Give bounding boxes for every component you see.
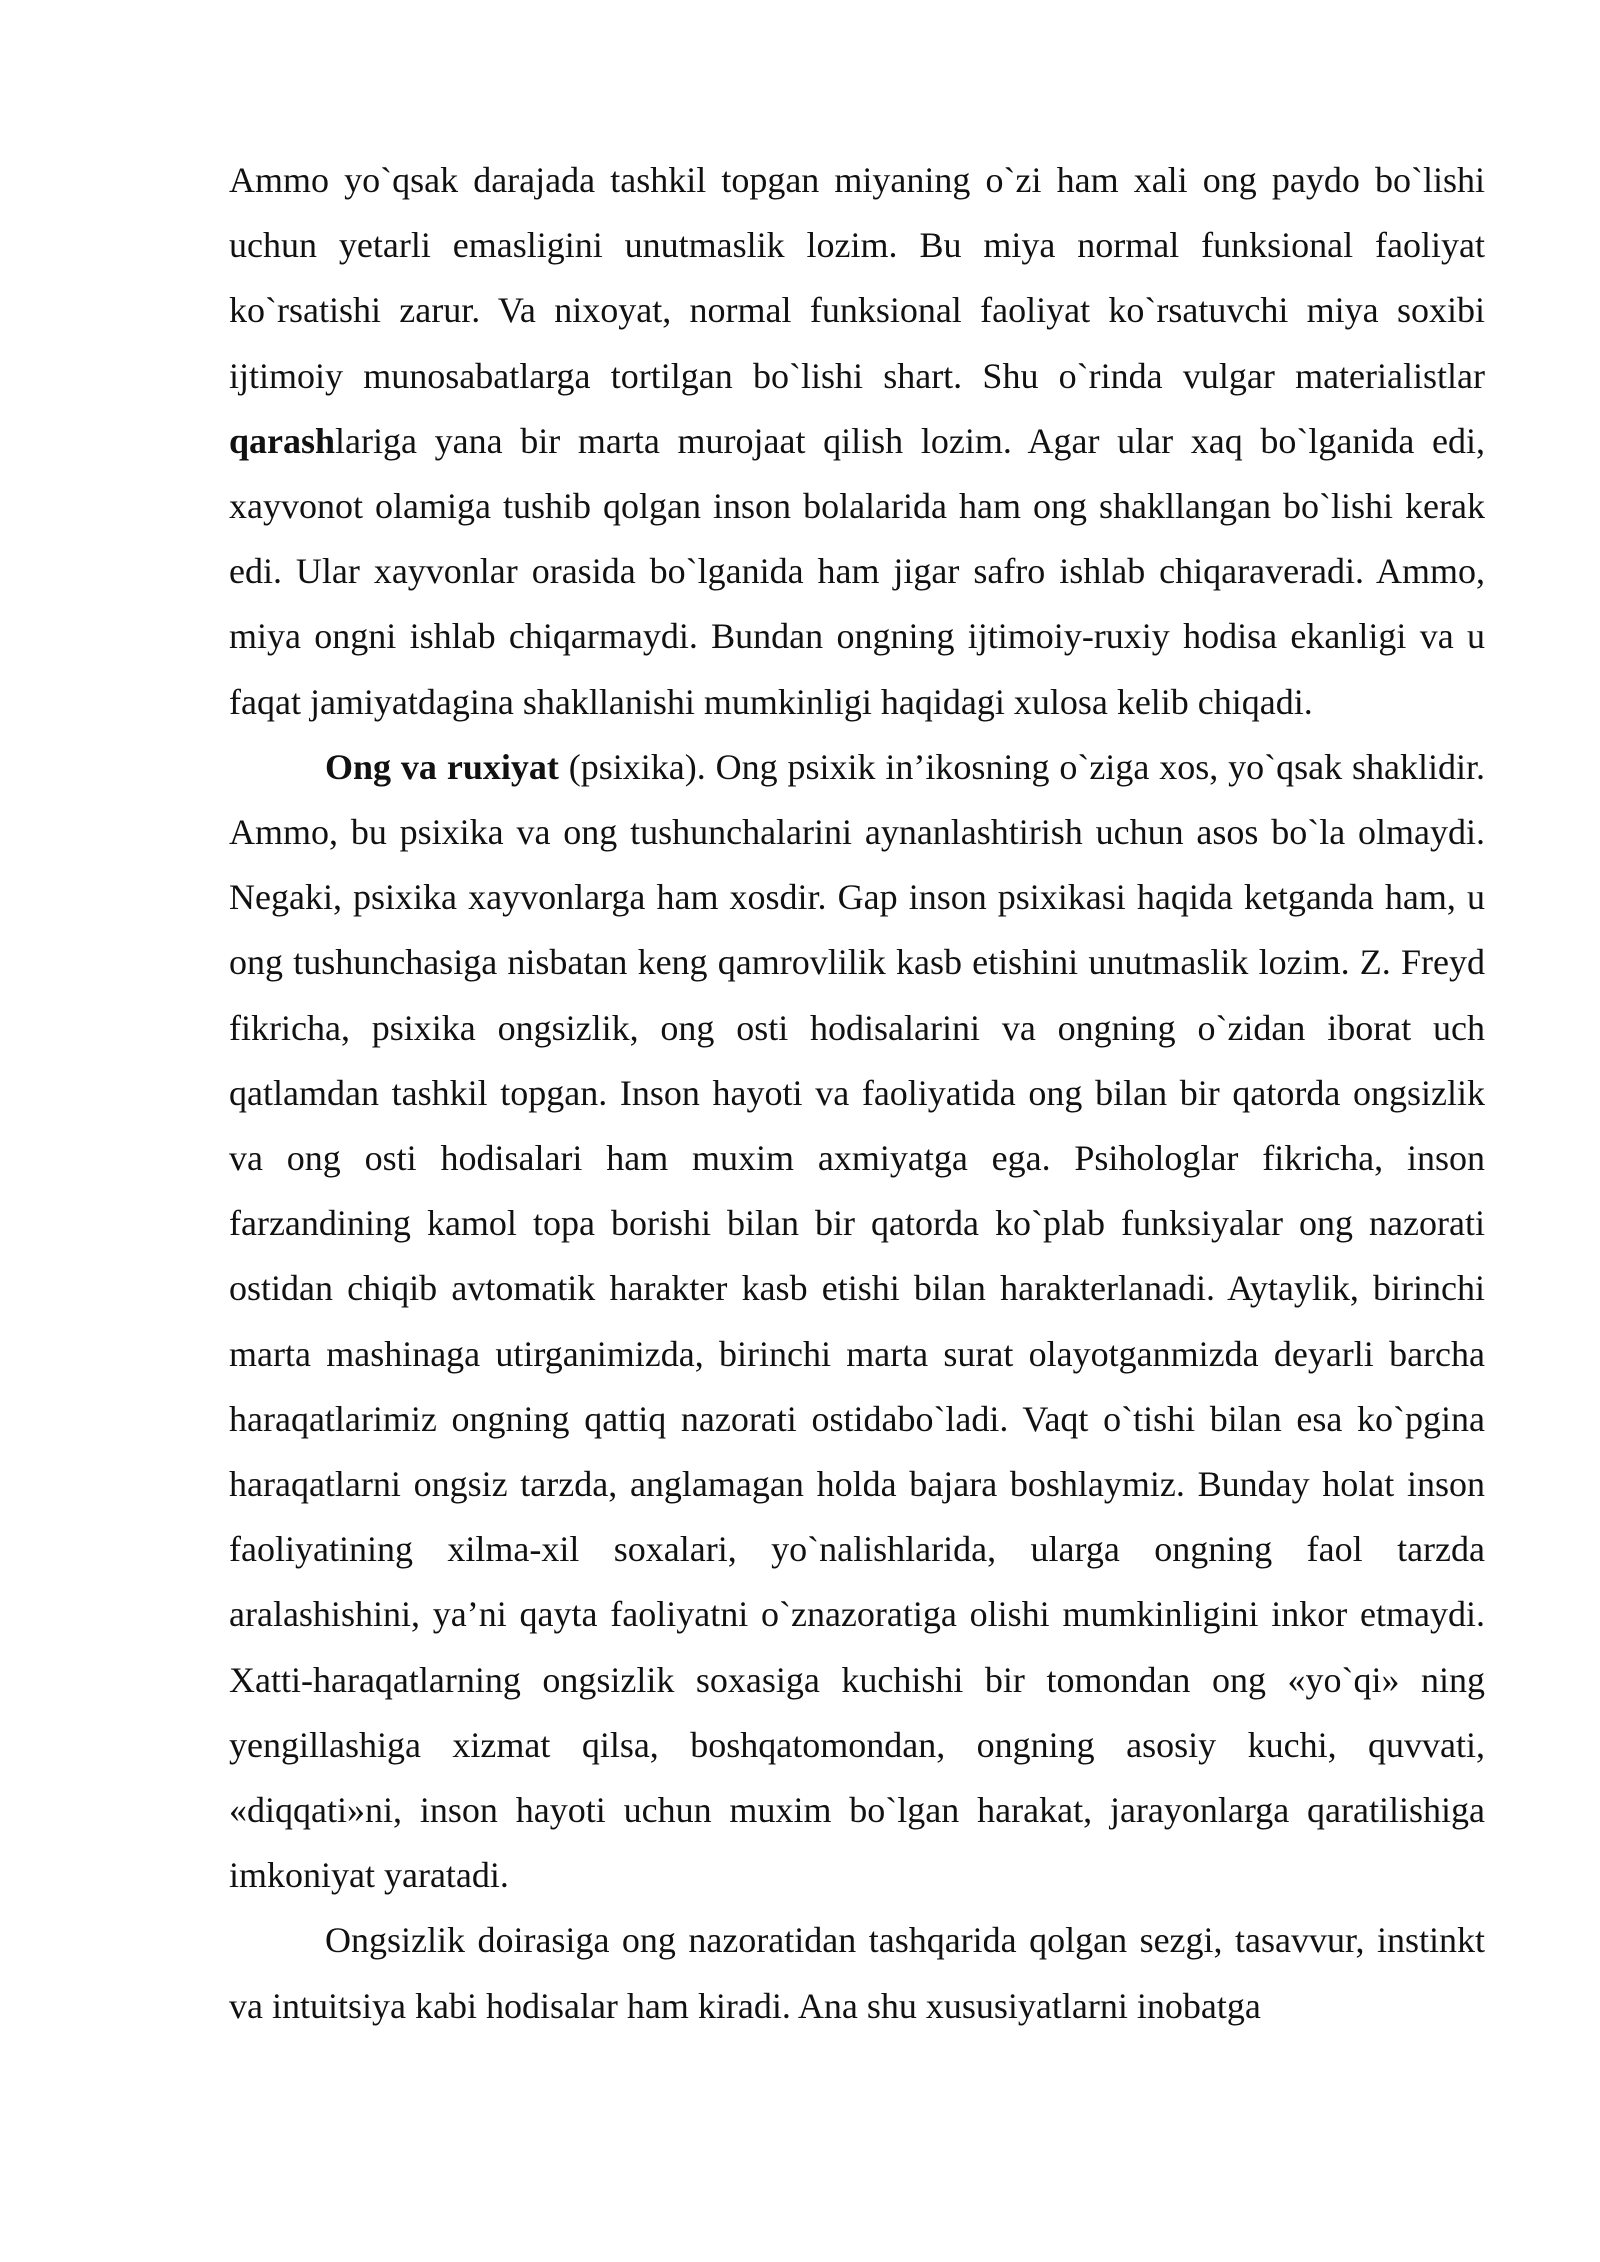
paragraph-3	[229, 1908, 1485, 2038]
document-page	[229, 148, 1485, 2039]
paragraph-1-text-end: lariga yana bir marta murojaat qilish lozim. Agar ular xaq bo`lganida edi, xayvonot olamiga tushib qolgan inson bolalarida ham ong shakllangan bo`lishi kerak edi. Ular xayvonlar orasida bo`lganida ham jigar safro ishlab chiqaraveradi. Ammo, miya ongni ishlab chiqarmaydi. Bundan ongning ijtimoiy-ruxiy hodisa ekanligi va u faqat jamiyatdagina shakllanishi mumkinligi haqidagi xulosa kelib chiqadi.	[229, 420, 1485, 722]
paragraph-1-text-start: Ammo yo`qsak darajada tashkil topgan miyaning o`zi ham xali ong paydo bo`lishi uchun yetarli emasligini unutmaslik lozim. Bu miya normal funksional faoliyat ko`rsatishi zarur. Va nixoyat, normal funksional faoliyat ko`rsatuvchi miya soxibi ijtimoiy munosabatlarga tortilgan bo`lishi shart. Shu o`rinda vulgar materialistlar	[229, 160, 1485, 396]
section-heading-ong-va-ruxiyat: Ong va ruxiyat	[325, 746, 559, 787]
paragraph-2-text: (psixika). Ong psixik in’ikosning o`ziga xos, yo`qsak shaklidir. Ammo, bu psixika va ong tushunchalarini aynanlashtirish uchun asos bo`la olmaydi. Negaki, psixika xayvonlarga ham xosdir. Gap inson psixikasi haqida ketganda ham, u ong tushunchasiga nisbatan keng qamrovlilik kasb etishini unutmaslik lozim. Z. Freyd fikricha, psixika ongsizlik, ong osti hodisalarini va ongning o`zidan iborat uch qatlamdan tashkil topgan. Inson hayoti va faoliyatida ong bilan bir qatorda ongsizlik va ong osti hodisalari ham muxim axmiyatga ega. Psihologlar fikricha, inson farzandining kamol topa borishi bilan bir qatorda ko`plab funksiyalar ong nazorati ostidan chiqib avtomatik harakter kasb etishi bilan harakterlanadi. Aytaylik, birinchi marta mashinaga utirganimizda, birinchi marta surat olayotganmizda deyarli barcha haraqatlarimiz ongning qattiq nazorati ostidabo`ladi. Vaqt o`tishi bilan esa ko`pgina haraqatlarni ongsiz tarzda, anglamagan holda bajara boshlaymiz. Bunday holat inson faoliyatining xilma-xil soxalari, yo`nalishlarida, ularga ongning faol tarzda aralashishini, ya’ni qayta faoliyatni o`znazoratiga olishi mumkinligini inkor etmaydi. Xatti-haraqatlarning ongsizlik soxasiga kuchishi bir tomondan ong «yo`qi» ning yengillashiga xizmat qilsa, boshqatomondan, ongning asosiy kuchi, quvvati, «diqqati»ni, inson hayoti uchun muxim bo`lgan harakat, jarayonlarga qaratilishiga imkoniyat yaratadi.	[229, 746, 1485, 1896]
paragraph-1	[229, 148, 1485, 735]
bold-term-qarash: qarash	[229, 420, 336, 461]
paragraph-3-text: Ongsizlik doirasiga ong nazoratidan tashqarida qolgan sezgi, tasavvur, instinkt va intuitsiya kabi hodisalar ham kiradi. Ana shu xususiyatlarni inobatga	[229, 1920, 1485, 2026]
paragraph-2	[229, 735, 1485, 1909]
